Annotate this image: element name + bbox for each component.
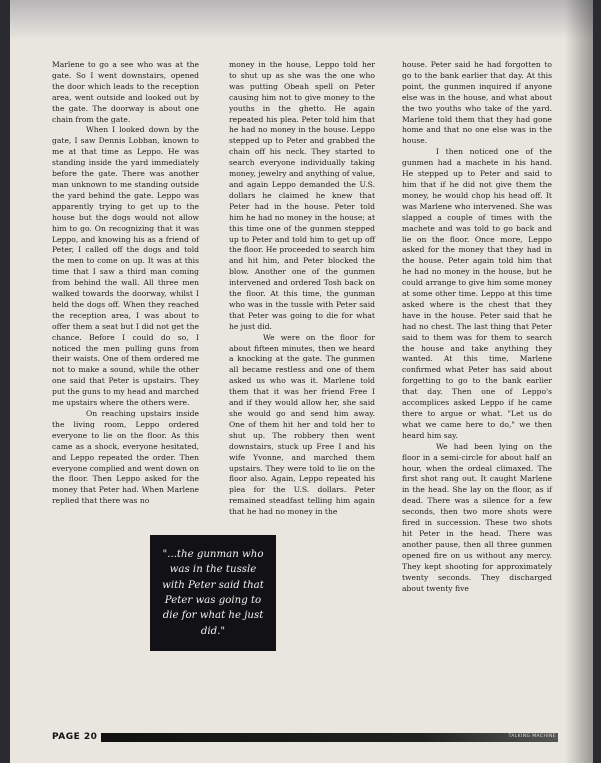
paragraph: We had been lying on the floor in a semi-circle for about half an hour, when the ordeal climaxed. The first shot rang out. It caught Marlene in the head. She lay on the floor, as if dead. There was a silence for a few seconds, then two more shots were fired in succession. These two shots hit Peter in the head. There was another pause, then all three gunmen opened fire on us without any mercy. They kept shooting for approximately twenty seconds. They discharged about twenty five <box>402 441 552 593</box>
paragraph: I then noticed one of the gunmen had a machete in his hand. He stepped up to Peter and said to him that if he did not give them the money, he would chop his head off. It was Marlene who intervened. She was slapped a couple of times with the machete and was told to go back and lie on the floor. Once more, Leppo asked for the money that they had in the house. Peter again told him that he had no money in the house, but he could arrange to give him some money at some other time. Leppo at this time asked where is the chest that they have in the house. Peter said that he had no chest. The last thing that Peter said to them was for them to search the house and take anything they wanted. At this time, Marlene confirmed what Peter has said about forgetting to go to the bank earlier that day. Then one of Leppo's accomplices asked Leppo if he came there to argue or what. "Let us do what we came here to do," we then heard him say. <box>402 147 552 440</box>
paragraph: money in the house, Leppo told her to shut up as she was the one who was putting Obeah spell on Peter causing him not to give money to the youths in the ghetto. He again repeated his plea. Peter told him that he had no money in the house. Leppo stepped up to Peter and grabbed the chain off his neck. They started to search everyone individually taking money, jewelry and anything of value, and again Leppo demanded the U.S. dollars he claimed he knew that Peter had in the house. Peter told him he had no money in the house; at this time one of the gunmen stepped up to Peter and told him to get up off the floor. He proceeded to search him and hit him, and Peter blocked the blow. Another one of the gunmen intervened and ordered Tosh back on the floor. At this time, the gunman who was in the tussle with Peter said that Peter was going to die for what he just did. <box>229 60 375 331</box>
page-binding-shadow <box>565 0 593 763</box>
paragraph: Marlene to go a see who was at the gate. So I went downstairs, opened the door which leads to the reception area, went outside and looked out by the gate. The doorway is about one chain from the gate. <box>52 60 199 124</box>
paragraph: When I looked down by the gate, I saw Dennis Lobban, known to me at that time as Leppo. He was standing inside the yard immediately before the gate. There was another man unknown to me standing outside the yard behind the gate. Leppo was apparently trying to get up to the house but the dogs would not allow him to go. On recognizing that it was Leppo, and knowing his as a friend of Peter, I called off the dogs and told the men to come on up. It was at this time that I saw a third man coming from behind the wall. All three men walked towards the doorway, whilst I held the dogs off. When they reached the reception area, I was about to offer them a seat but I did not get the chance. Before I could do so, I noticed the men pulling guns from their waists. One of them ordered me not to make a sound, while the other one said that Peter is upstairs. They put the guns to my head and marched me upstairs where the others were. <box>52 125 199 408</box>
paragraph: We were on the floor for about fifteen minutes, then we heard a knocking at the gate. The gunmen all became restless and one of them asked us who was it. Marlene told them that it was her friend Free I and if they would allow her, she said she would go and send him away. One of them hit her and told her to shut up. The robbery then went downstairs, stuck up Free I and his wife Yvonne, and marched them upstairs. They were told to lie on the floor also. Again, Leppo repeated his plea for the U.S. dollars. Peter remained steadfast telling him again that he had no money in the <box>229 332 375 517</box>
paragraph: On reaching upstairs inside the living room, Leppo ordered everyone to lie on the floor. As this came as a shock, everyone hesitated, and Leppo repeated the order. Then everyone complied and went down on the floor. Then Leppo asked for the money that Peter had. When Marlene replied that there was no <box>52 409 199 506</box>
page-number: PAGE 20 <box>52 732 98 742</box>
page-top-shadow <box>10 0 593 40</box>
page-footer <box>52 731 558 743</box>
pull-quote-text: "...the gunman who was in the tussle with Peter said that Peter was going to die for what he just did." <box>162 548 264 637</box>
pull-quote <box>150 535 276 651</box>
paragraph: house. Peter said he had forgotten to go to the bank earlier that day. At this point, the gunmen inquired if anyone else was in the house, and what about the two youths who take of the yard. Marlene told them that they had gone home and that no one else was in the house. <box>402 60 552 146</box>
footer-bar <box>101 733 558 742</box>
magazine-page <box>10 0 593 763</box>
article-column-3 <box>402 60 552 594</box>
magazine-name: TALKING MACHINE <box>508 733 556 739</box>
